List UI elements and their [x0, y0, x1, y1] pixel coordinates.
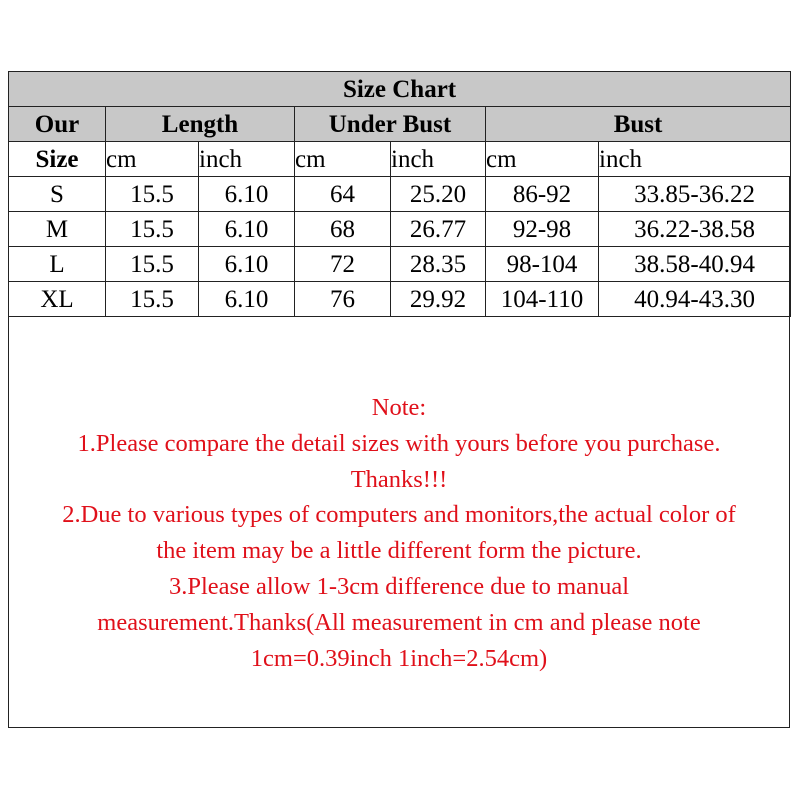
cell-bust-inch: 36.22-38.58 — [599, 212, 791, 247]
cell-length-cm: 15.5 — [106, 282, 199, 317]
unit-length-inch: inch — [199, 142, 295, 177]
cell-size: M — [9, 212, 106, 247]
cell-length-inch: 6.10 — [199, 212, 295, 247]
cell-length-cm: 15.5 — [106, 212, 199, 247]
cell-underbust-cm: 72 — [295, 247, 391, 282]
note-line: 1.Please compare the detail sizes with yours before you purchase. — [77, 429, 721, 457]
cell-size: XL — [9, 282, 106, 317]
cell-bust-inch: 40.94-43.30 — [599, 282, 791, 317]
cell-length-cm: 15.5 — [106, 247, 199, 282]
cell-underbust-cm: 64 — [295, 177, 391, 212]
size-header-our: Our — [9, 107, 106, 142]
size-chart-table — [8, 71, 791, 317]
table-row-l — [9, 247, 791, 282]
cell-bust-cm: 92-98 — [486, 212, 599, 247]
cell-size: S — [9, 177, 106, 212]
cell-length-inch: 6.10 — [199, 177, 295, 212]
cell-underbust-inch: 29.92 — [391, 282, 486, 317]
cell-size: L — [9, 247, 106, 282]
note-line: measurement.Thanks(All measurement in cm and please note — [97, 608, 701, 636]
note-line: 2.Due to various types of computers and monitors,the actual color of — [62, 501, 736, 529]
table-row-xl — [9, 282, 791, 317]
note-line: Thanks!!! — [350, 465, 448, 493]
note-line: 3.Please allow 1-3cm difference due to manual — [168, 572, 630, 600]
title-row — [9, 72, 791, 107]
note-heading: Note: — [371, 394, 427, 421]
note-line: 1cm=0.39inch 1inch=2.54cm) — [250, 644, 548, 672]
cell-bust-cm: 98-104 — [486, 247, 599, 282]
group-header-row — [9, 107, 791, 142]
table-title: Size Chart — [9, 72, 791, 107]
cell-bust-cm: 86-92 — [486, 177, 599, 212]
notes-block — [8, 390, 790, 676]
size-header-size: Size — [9, 142, 106, 177]
table-row-s — [9, 177, 791, 212]
cell-underbust-inch: 28.35 — [391, 247, 486, 282]
cell-bust-inch: 38.58-40.94 — [599, 247, 791, 282]
unit-underbust-inch: inch — [391, 142, 486, 177]
unit-header-row — [9, 142, 791, 177]
group-header-bust: Bust — [486, 107, 791, 142]
cell-length-cm: 15.5 — [106, 177, 199, 212]
cell-length-inch: 6.10 — [199, 247, 295, 282]
cell-bust-cm: 104-110 — [486, 282, 599, 317]
note-line: the item may be a little different form the picture. — [156, 537, 642, 565]
cell-underbust-inch: 26.77 — [391, 212, 486, 247]
cell-underbust-cm: 76 — [295, 282, 391, 317]
unit-underbust-cm: cm — [295, 142, 391, 177]
cell-bust-inch: 33.85-36.22 — [599, 177, 791, 212]
table-row-m — [9, 212, 791, 247]
cell-length-inch: 6.10 — [199, 282, 295, 317]
unit-bust-cm: cm — [486, 142, 599, 177]
unit-length-cm: cm — [106, 142, 199, 177]
unit-bust-inch: inch — [599, 142, 791, 177]
group-header-length: Length — [106, 107, 295, 142]
cell-underbust-inch: 25.20 — [391, 177, 486, 212]
group-header-under-bust: Under Bust — [295, 107, 486, 142]
cell-underbust-cm: 68 — [295, 212, 391, 247]
